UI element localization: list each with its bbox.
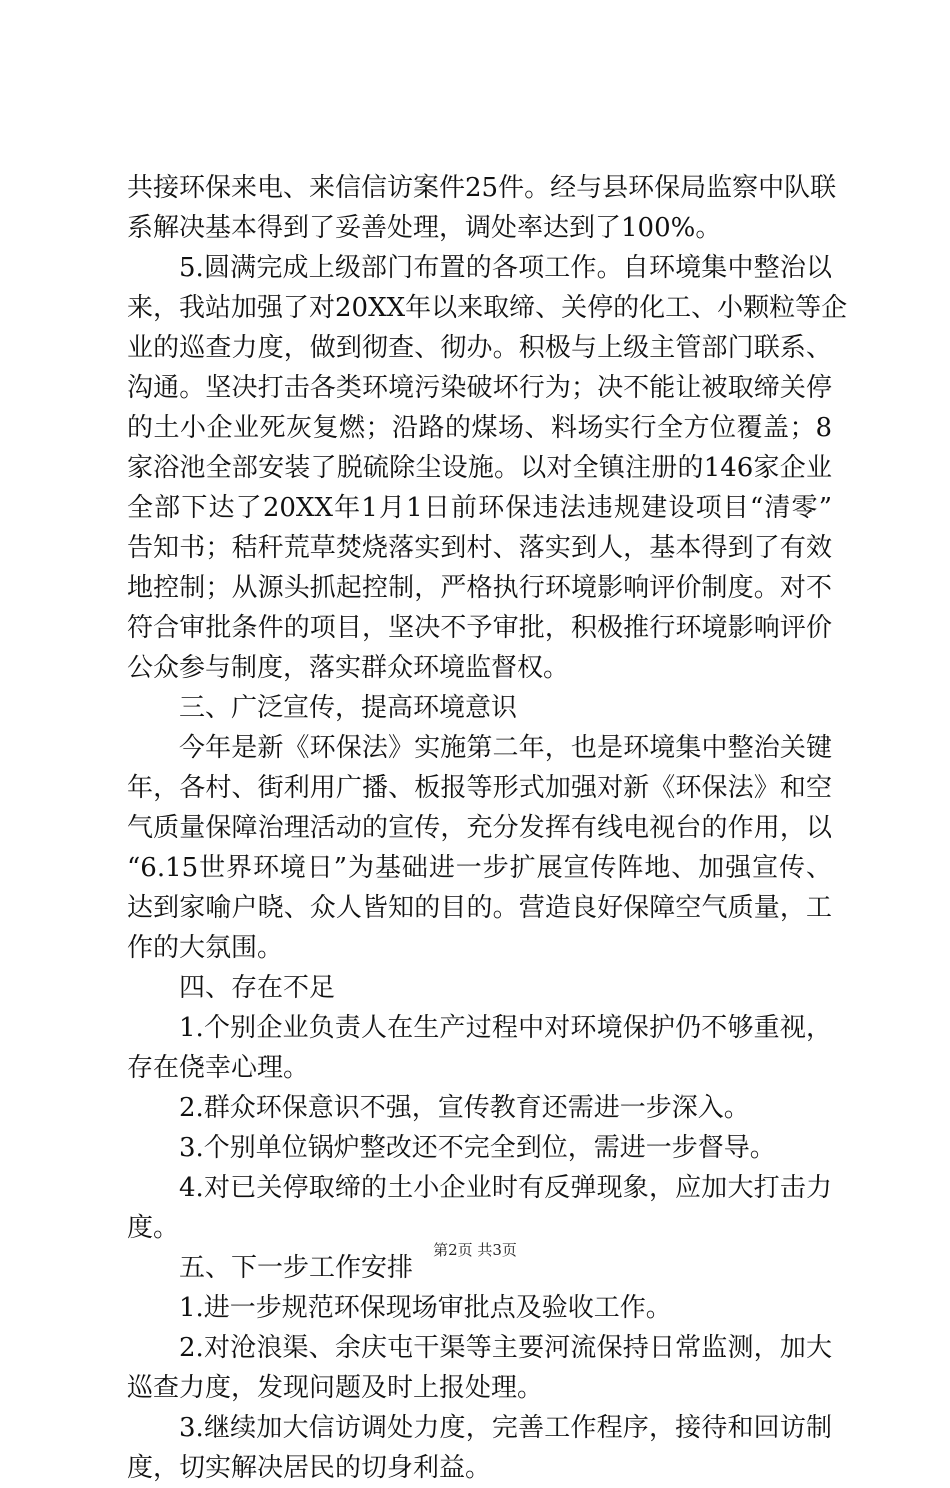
text-line: 来，我站加强了对20XX年以来取缔、关停的化工、小颗粒等企 <box>127 293 848 323</box>
text-line: 家浴池全部安装了脱硫除尘设施。以对全镇注册的146家企业 <box>127 453 832 483</box>
text-line: 共接环保来电、来信信访案件25件。经与县环保局监察中队联 <box>127 173 837 203</box>
section-heading: 三、广泛宣传，提高环境意识 <box>179 693 518 723</box>
text-line: 作的大氛围。 <box>127 933 284 963</box>
text-line: 地控制；从源头抓起控制，严格执行环境影响评价制度。对不 <box>127 573 832 603</box>
text-line: 公众参与制度，落实群众环境监督权。 <box>127 653 570 683</box>
text-line: 气质量保障治理活动的宣传，充分发挥有线电视台的作用，以 <box>127 813 832 843</box>
text-line: 的土小企业死灰复燃；沿路的煤场、料场实行全方位覆盖；8 <box>127 413 832 443</box>
text-line: 年，各村、街利用广播、板报等形式加强对新《环保法》和空 <box>127 773 832 803</box>
text-line: 全部下达了20XX年1月1日前环保违法违规建设项目“清零” <box>127 493 832 523</box>
text-line: 告知书；秸秆荒草焚烧落实到村、落实到人，基本得到了有效 <box>127 533 832 563</box>
text-line: 3.继续加大信访调处力度，完善工作程序，接待和回访制 <box>179 1413 832 1443</box>
text-line: “6.15世界环境日”为基础进一步扩展宣传阵地、加强宣传、 <box>127 853 832 883</box>
text-line: 业的巡查力度，做到彻查、彻办。积极与上级主管部门联系、 <box>127 333 832 363</box>
text-line: 度，切实解决居民的切身利益。 <box>127 1453 492 1483</box>
text-line: 符合审批条件的项目，坚决不予审批，积极推行环境影响评价 <box>127 613 832 643</box>
text-line: 5.圆满完成上级部门布置的各项工作。自环境集中整治以 <box>179 253 832 283</box>
text-line: 系解决基本得到了妥善处理，调处率达到了100%。 <box>127 213 722 243</box>
text-line: 达到家喻户晓、众人皆知的目的。营造良好保障空气质量，工 <box>127 893 832 923</box>
text-line: 度。 <box>127 1213 180 1243</box>
text-line: 3.个别单位锅炉整改还不完全到位，需进一步督导。 <box>179 1133 776 1163</box>
text-line: 1.个别企业负责人在生产过程中对环境保护仍不够重视， <box>179 1013 832 1043</box>
text-line: 2.群众环保意识不强，宣传教育还需进一步深入。 <box>179 1093 750 1123</box>
document-body <box>127 168 848 1488</box>
text-line: 4.对已关停取缔的土小企业时有反弹现象，应加大打击力 <box>179 1173 832 1203</box>
text-line: 巡查力度，发现问题及时上报处理。 <box>127 1373 544 1403</box>
section-heading: 五、下一步工作安排 <box>179 1253 414 1283</box>
section-heading: 四、存在不足 <box>179 973 336 1003</box>
text-line: 沟通。坚决打击各类环境污染破坏行为；决不能让被取缔关停 <box>127 373 832 403</box>
text-line: 2.对沧浪渠、余庆屯干渠等主要河流保持日常监测，加大 <box>179 1333 832 1363</box>
text-line: 1.进一步规范环保现场审批点及验收工作。 <box>179 1293 672 1323</box>
text-line: 存在侥幸心理。 <box>127 1053 310 1083</box>
text-line: 今年是新《环保法》实施第二年，也是环境集中整治关键 <box>179 733 832 763</box>
page-number: 第2页 共3页 <box>433 1241 517 1259</box>
